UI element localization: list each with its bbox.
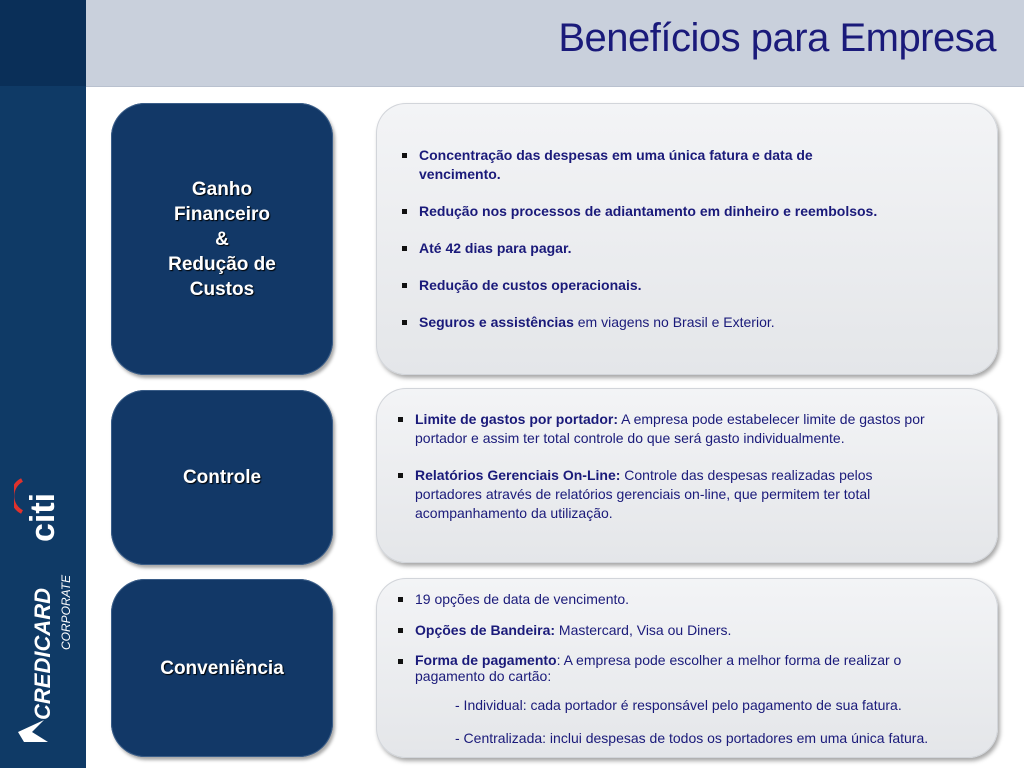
header — [86, 0, 1024, 87]
item-text: 19 opções de data de vencimento. — [415, 591, 630, 607]
bullet-icon — [402, 283, 407, 288]
list-item — [395, 410, 938, 448]
page-title: Benefícios para Empresa — [558, 16, 996, 60]
list-item — [395, 621, 974, 640]
bullet-icon — [398, 628, 403, 633]
bullet-icon — [398, 659, 403, 664]
credicard-citi-logo — [14, 470, 76, 750]
list-item — [399, 146, 958, 184]
item-bold-text: Relatórios Gerenciais On-Line: — [415, 467, 621, 483]
item-bold-text: Redução nos processos de adiantamento em dinheiro e reembolsos. — [419, 203, 878, 219]
sidebar-top-block — [0, 0, 86, 86]
corporate-logo-text: CORPORATE — [59, 574, 73, 650]
item-text: : A empresa pode escolher a melhor forma de realizar o pagamento do cartão: — [415, 652, 902, 684]
item-bold-text: Redução de custos operacionais. — [419, 277, 642, 293]
sidebar — [0, 0, 86, 768]
bullet-icon — [402, 209, 407, 214]
item-bold-text: Forma de pagamento — [415, 652, 557, 668]
category-label: Controle — [182, 467, 262, 488]
bullet-icon — [398, 417, 403, 422]
item-text: A empresa pode estabelecer limite de gastos por portador e assim ter total controle do que será gasto individualmente. — [415, 411, 925, 446]
item-text: Controle das despesas realizadas pelos portadores através de relatórios gerenciais on-line, que permitem ter total acompanhamento da utilização. — [415, 467, 873, 521]
brand-logos — [14, 470, 76, 750]
item-bold-text: Limite de gastos por portador: — [415, 411, 619, 427]
category-conveniencia — [111, 579, 333, 757]
bullet-icon — [402, 153, 407, 158]
item-bold-text: Opções de Bandeira: — [415, 622, 556, 638]
bullet-icon — [398, 473, 403, 478]
credicard-logo-text: CREDICARD — [30, 588, 55, 720]
sub-item: - Individual: cada portador é responsável pelo pagamento de sua fatura. — [455, 697, 902, 713]
citi-logo-text: citi — [24, 492, 62, 542]
item-bold-text: Seguros e assistências — [419, 314, 574, 330]
item-bold-text: Concentração das despesas em uma única fatura e data de vencimento. — [419, 147, 813, 182]
panel-conveniencia — [376, 578, 998, 758]
category-label: Conveniência — [160, 657, 284, 679]
panel-financeiro — [376, 103, 998, 375]
sub-item: - Centralizada: inclui despesas de todos os portadores em uma única fatura. — [455, 730, 929, 746]
panel-controle — [376, 388, 998, 563]
item-text: Mastercard, Visa ou Diners. — [555, 622, 732, 638]
list-item — [395, 590, 974, 609]
credicard-swoosh-icon — [18, 720, 48, 742]
category-label: Ganho Financeiro & Redução de Custos — [168, 178, 276, 300]
item-text: em viagens no Brasil e Exterior. — [573, 314, 775, 330]
list-item — [395, 652, 974, 684]
list-item — [395, 466, 938, 523]
list-item — [399, 313, 958, 332]
list-item — [399, 276, 958, 295]
bullet-icon — [398, 597, 403, 602]
category-controle — [111, 390, 333, 565]
list-item — [399, 239, 958, 258]
bullet-icon — [402, 246, 407, 251]
category-ganho-financeiro — [111, 103, 333, 375]
list-item — [399, 202, 958, 221]
citi-arc-icon — [14, 480, 22, 512]
bullet-icon — [402, 320, 407, 325]
item-bold-text: Até 42 dias para pagar. — [419, 240, 572, 256]
